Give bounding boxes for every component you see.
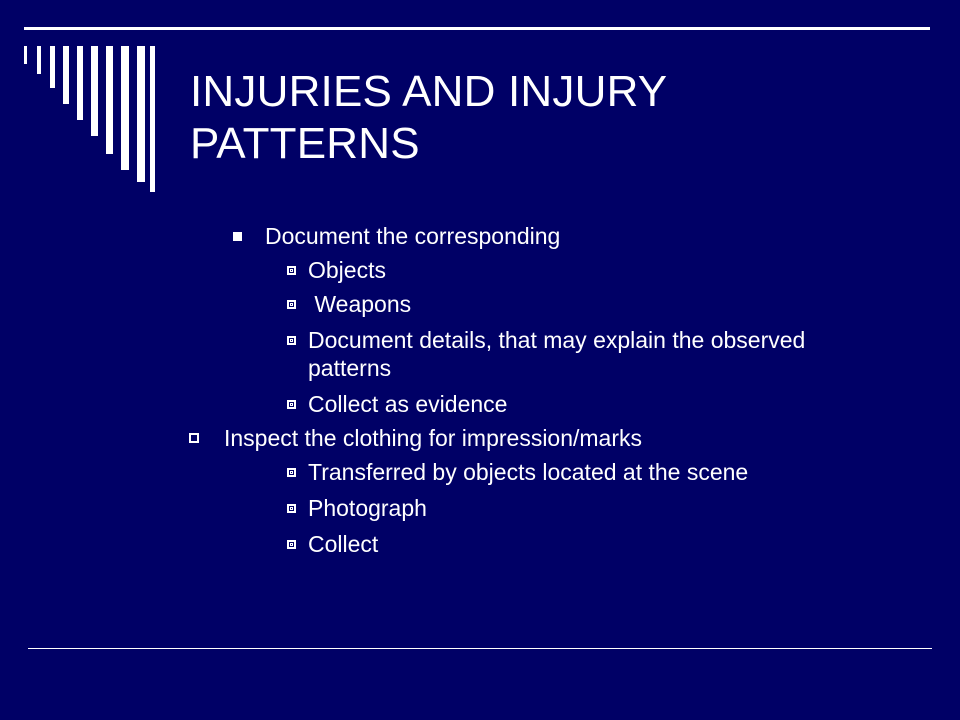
hollow-square-bullet-icon — [287, 468, 296, 477]
hollow-square-bullet-icon — [287, 400, 296, 409]
hollow-square-bullet-icon — [287, 300, 296, 309]
filled-square-bullet-icon — [233, 232, 242, 241]
sub-bullet-collect: Collect — [308, 531, 379, 557]
sub-bullet-collect-as-evidence: Collect as evidence — [308, 391, 508, 417]
sub-bullet-objects: Objects — [308, 257, 386, 283]
bullet-document-corresponding: Document the corresponding — [265, 223, 561, 249]
slide-title-line-1: INJURIES AND INJURY — [190, 67, 668, 116]
slide-title-line-2: PATTERNS — [190, 119, 420, 168]
sub-bullet-weapons: Weapons — [308, 291, 412, 317]
bottom-rule — [28, 648, 932, 649]
sub-bullet-transferred-by-objects: Transferred by objects located at the scene — [308, 459, 749, 485]
hollow-square-bullet-icon — [287, 504, 296, 513]
hollow-square-bullet-icon — [287, 336, 296, 345]
hollow-square-bullet-icon — [189, 433, 199, 443]
hollow-square-bullet-icon — [287, 540, 296, 549]
sub-bullet-document-details-line-2: patterns — [308, 355, 392, 381]
hollow-square-bullet-icon — [287, 266, 296, 275]
sub-bullet-document-details-line-1: Document details, that may explain the observed — [308, 327, 806, 353]
sub-bullet-photograph: Photograph — [308, 495, 427, 521]
bullet-inspect-clothing: Inspect the clothing for impression/marks — [224, 425, 643, 451]
